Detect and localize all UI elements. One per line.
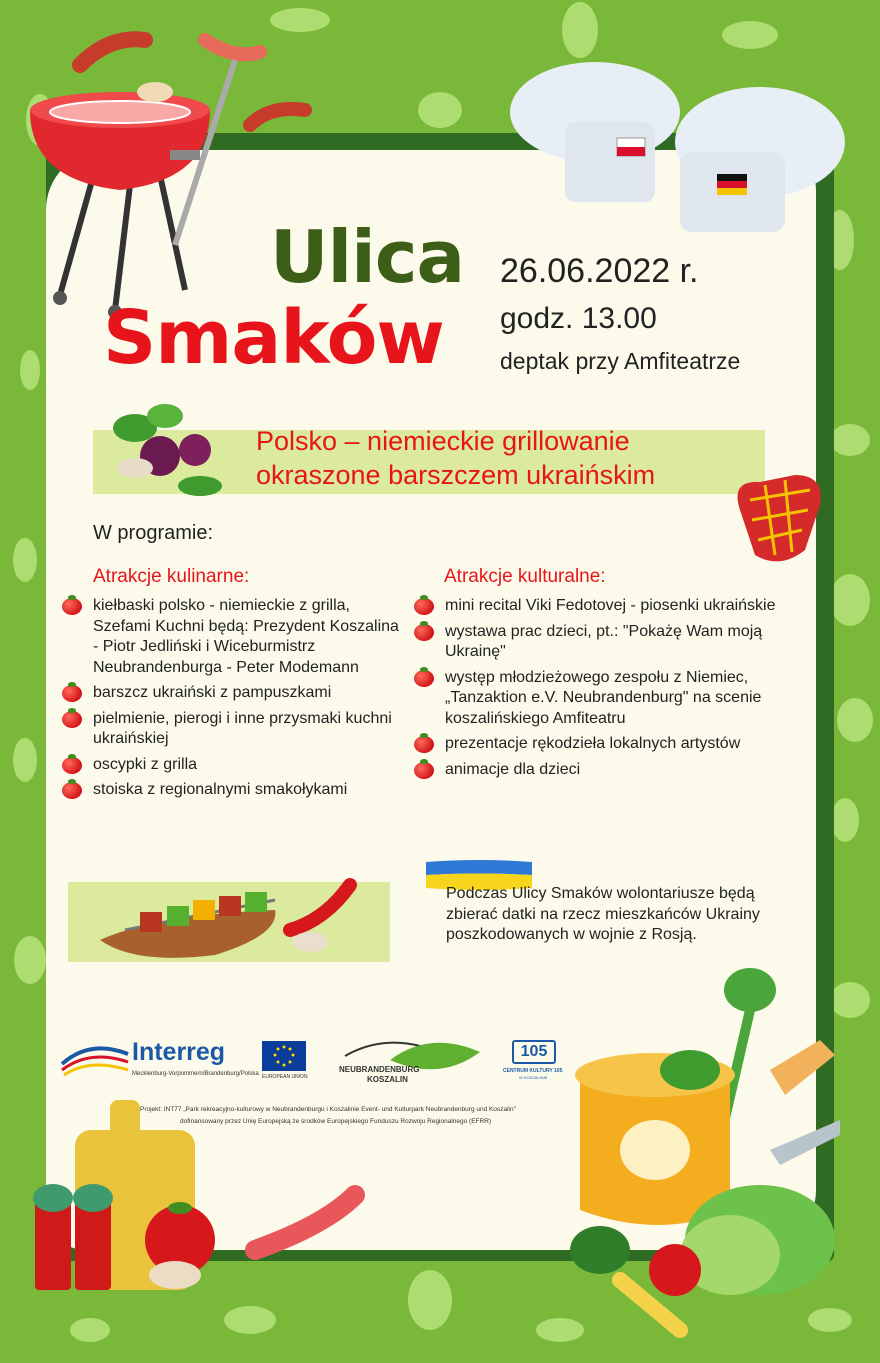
list-item: animacje dla dzieci (414, 760, 784, 781)
charity-note: Podczas Ulicy Smaków wolontariusze będą zbierać datki na rzecz mieszkańców Ukrainy poszkodowanych w wojnie z Rosją. (446, 885, 760, 943)
eu-flag-icon (262, 1041, 306, 1071)
list-item: barszcz ukraiński z pampuszkami (62, 683, 402, 704)
subtitle-line-2: okraszone barszczem ukraińskim (256, 460, 656, 490)
title-ulica: Ulica (270, 215, 465, 299)
oven-mitt-icon (720, 470, 830, 570)
sausage-icon (70, 30, 310, 160)
list-item: oscypki z grilla (62, 755, 402, 776)
ck105-city: W KOSZALINIE (519, 1075, 548, 1080)
event-time: godz. 13.00 (500, 302, 657, 335)
interreg-logo: Interreg (132, 1038, 226, 1066)
koszalin-logo: KOSZALIN (367, 1075, 408, 1084)
culinary-list (62, 596, 402, 806)
tomato-bullet-icon (62, 711, 82, 728)
tomato-bullet-icon (62, 757, 82, 774)
tomato-bullet-icon (62, 782, 82, 799)
tomato-bullet-icon (62, 598, 82, 615)
tomato-bullet-icon (414, 762, 434, 779)
tomato-bullet-icon (414, 736, 434, 753)
title-smakow: Smaków (103, 295, 444, 381)
event-place: deptak przy Amfiteatrze (500, 348, 741, 374)
project-note-line-2: dofinansowany przez Unię Europejską ze środków Europejskiego Funduszu Rozwoju Regionalnego (EFRR) (180, 1118, 492, 1125)
tomato-bullet-icon (414, 624, 434, 641)
tomato-bullet-icon (414, 598, 434, 615)
beetroot-icon (95, 398, 235, 508)
interreg-region: Mecklenburg-Vorpommern/Brandenburg/Polska (132, 1071, 259, 1077)
list-item: mini recital Viki Fedotovej - piosenki ukraińskie (414, 596, 784, 617)
neubrandenburg-logo: NEUBRANDENBURG (339, 1065, 420, 1074)
cultural-list (414, 596, 784, 785)
subtitle-text (256, 424, 655, 492)
list-item: pielmienie, pierogi i inne przysmaki kuchni ukraińskiej (62, 709, 402, 750)
skewer-icon (95, 870, 375, 970)
list-item: występ młodzieżowego zespołu z Niemiec, „Tanzaktion e.V. Neubrandenburg" na scenie koszalińskiego Amfiteatru (414, 668, 784, 730)
eu-label: EUROPEAN UNION (262, 1074, 308, 1080)
programme-label: W programie: (93, 522, 214, 544)
project-note-line-1: Projekt: INT77 „Park rekreacyjno-kulturowy w Neubrandenburgu i Koszalinie Event- und Kulturpark Neubrandenburg und Koszalin" (140, 1106, 516, 1113)
list-item: wystawa prac dzieci, pt.: "Pokażę Wam moją Ukrainę" (414, 622, 784, 663)
cutting-board-icon (25, 1100, 365, 1330)
cultural-heading: Atrakcje kulturalne: (444, 566, 606, 587)
chef-hat-icon (505, 42, 850, 237)
tomato-bullet-icon (62, 685, 82, 702)
pot-icon (520, 960, 860, 1340)
tomato-bullet-icon (414, 670, 434, 687)
list-item: kiełbaski polsko - niemieckie z grilla, Szefami Kuchni będą: Prezydent Koszalina - Piotr Jedliński i Wiceburmistrz Neubrandenburga - Peter Modemann (62, 596, 402, 678)
subtitle-line-1: Polsko – niemieckie grillowanie (256, 426, 630, 456)
event-date: 26.06.2022 r. (500, 252, 699, 290)
ck105-logo: 105 (512, 1040, 556, 1064)
interreg-logo-icon (60, 1044, 130, 1080)
list-item: prezentacje rękodzieła lokalnych artystów (414, 734, 784, 755)
culinary-heading: Atrakcje kulinarne: (93, 566, 250, 587)
ck105-name: CENTRUM KULTURY 105 (503, 1068, 563, 1074)
list-item: stoiska z regionalnymi smakołykami (62, 780, 402, 801)
